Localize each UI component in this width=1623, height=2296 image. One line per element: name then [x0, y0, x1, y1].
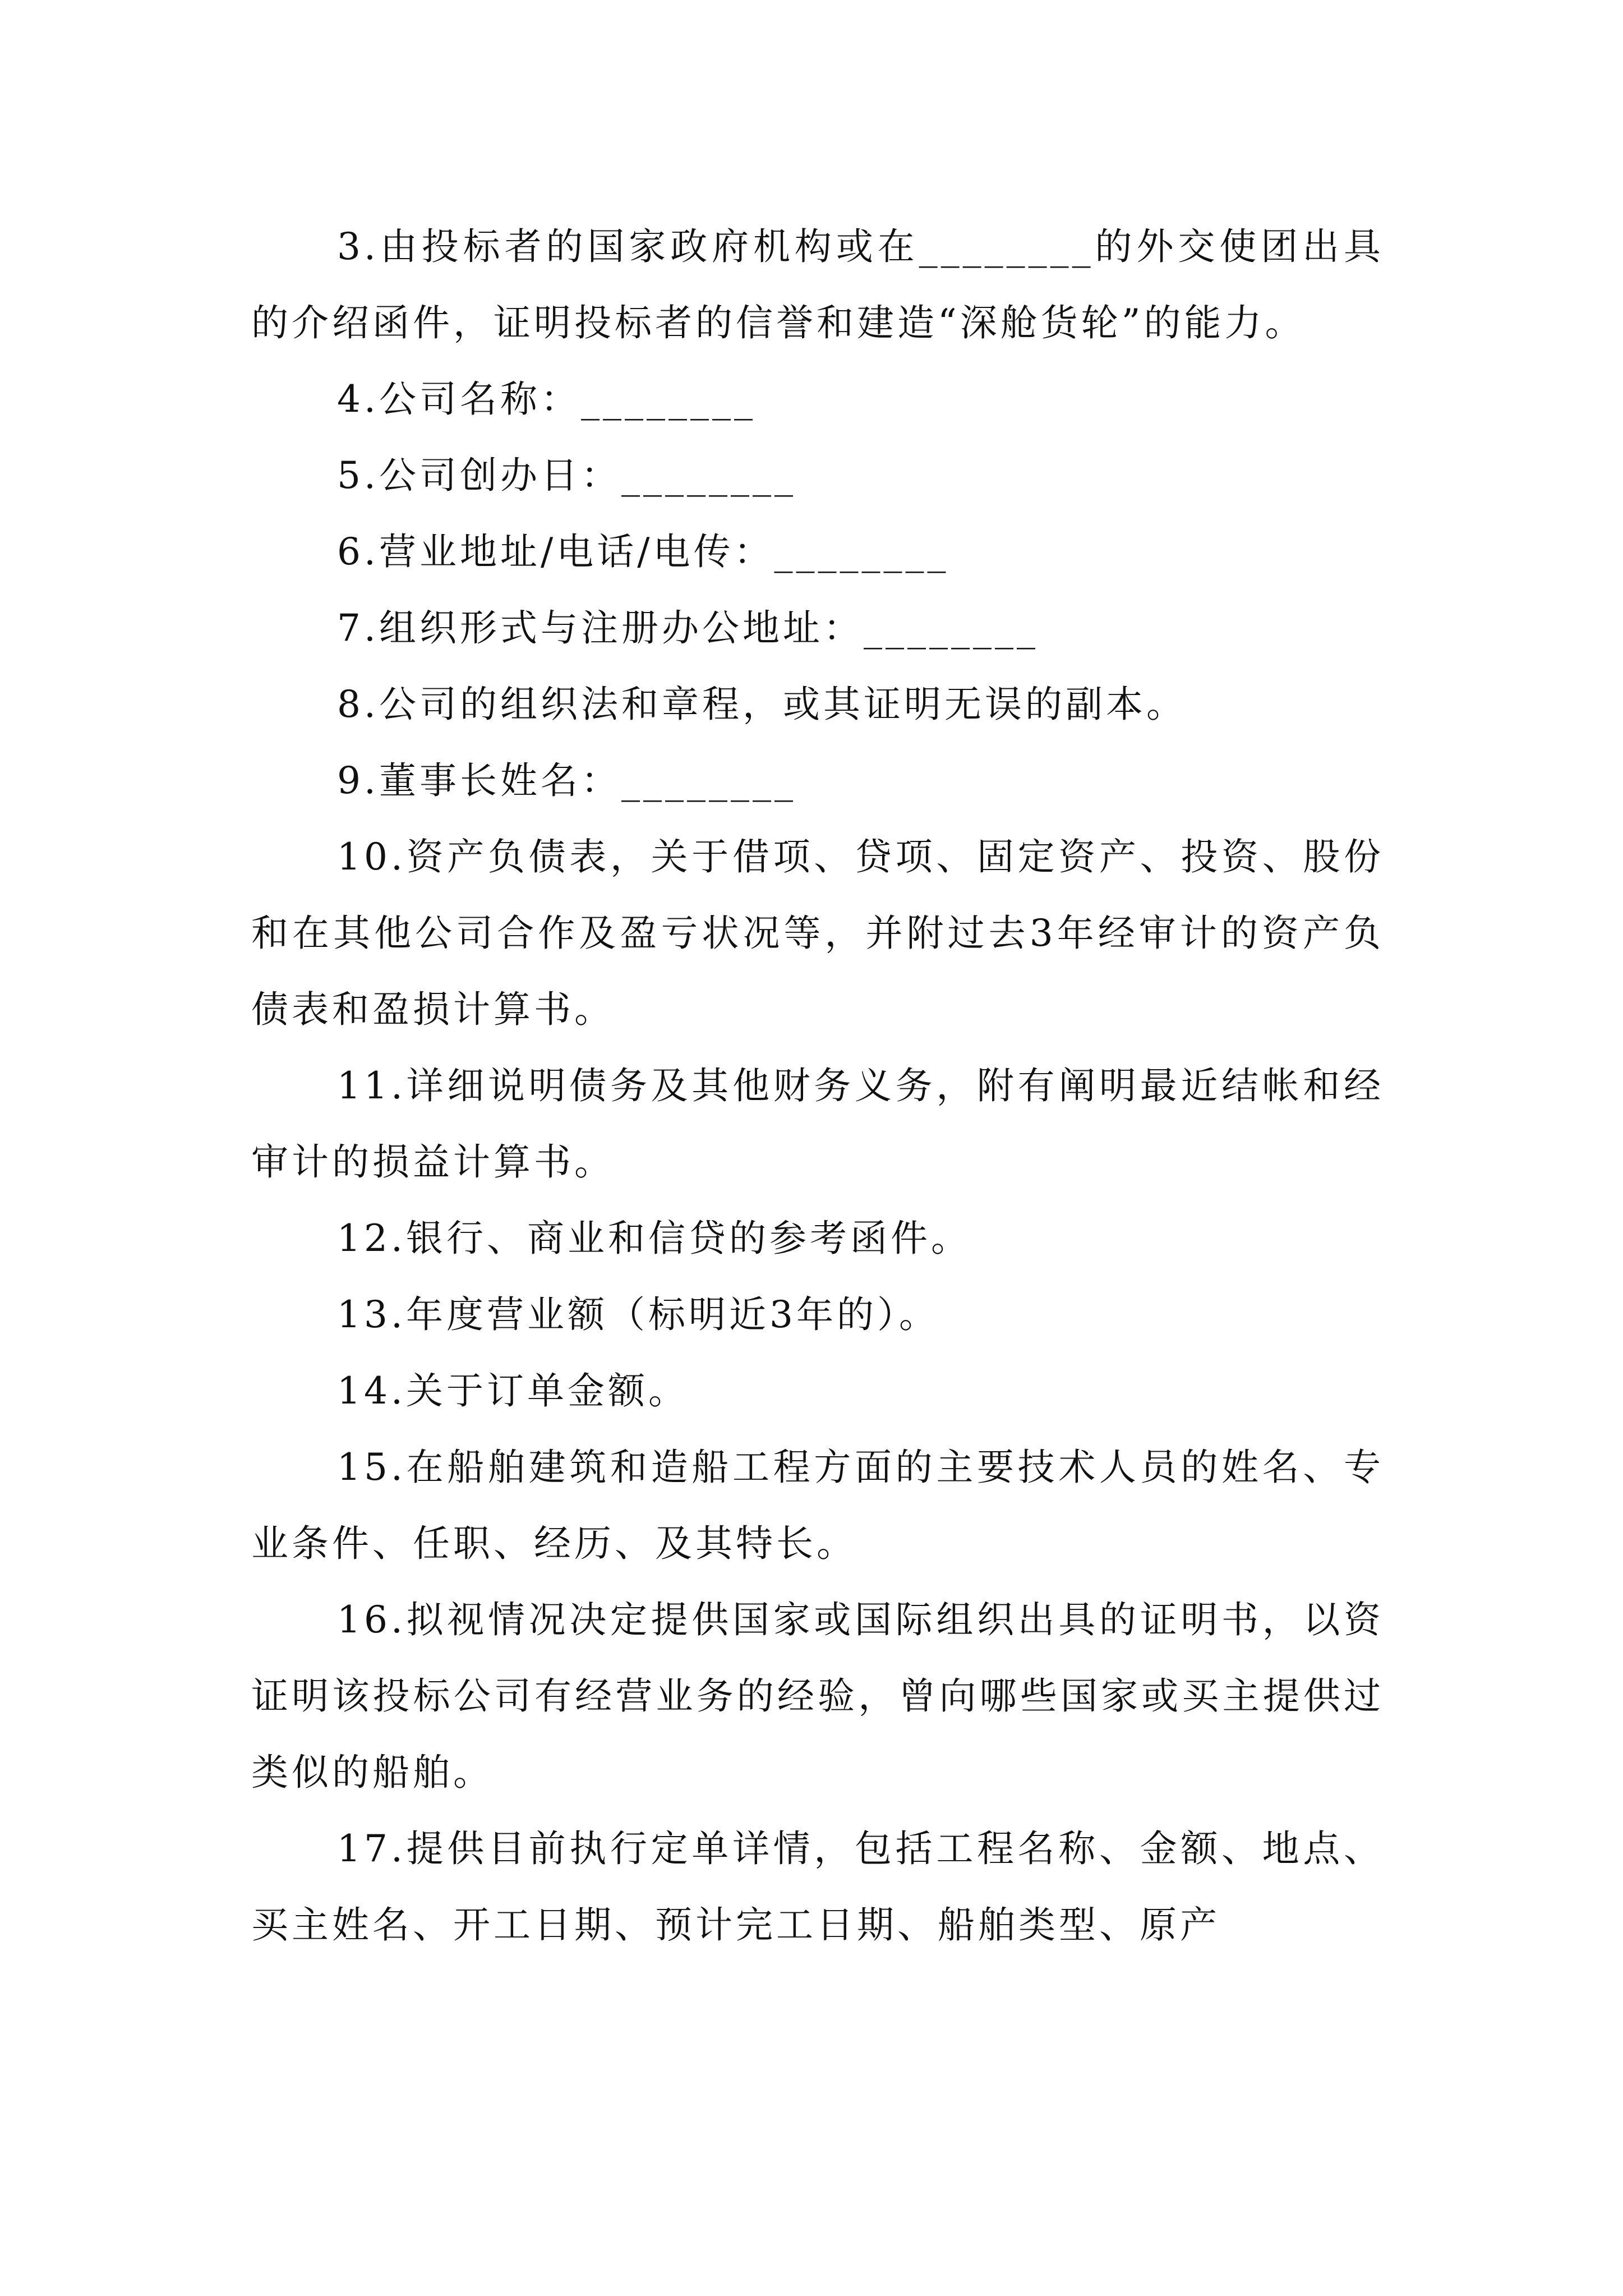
- paragraph-item-14: 14.关于订单金额。: [337, 1369, 689, 1412]
- document-body: [251, 209, 1384, 1963]
- paragraph-item-11: 11.详细说明债务及其他财务义务，附有阐明最近结帐和经审计的损益计算书。: [251, 1064, 1384, 1184]
- paragraph-item-16: 16.拟视情况决定提供国家或国际组织出具的证明书，以资证明该投标公司有经营业务的经验，曾向哪些国家或买主提供过类似的船舶。: [251, 1598, 1384, 1794]
- paragraph-item-7: 7.组织形式与注册办公地址：________: [337, 606, 1039, 650]
- paragraph-item-6: 6.营业地址/电话/电传：________: [337, 530, 949, 573]
- paragraph-item-3: 3.由投标者的国家政府机构或在________的外交使团出具的介绍函件，证明投标者的信誉和建造“深舱货轮”的能力。: [251, 225, 1384, 344]
- paragraph-item-10: 10.资产负债表，关于借项、贷项、固定资产、投资、股份和在其他公司合作及盈亏状况等，并附过去3年经审计的资产负债表和盈损计算书。: [251, 835, 1384, 1031]
- paragraph-item-15: 15.在船舶建筑和造船工程方面的主要技术人员的姓名、专业条件、任职、经历、及其特长。: [251, 1446, 1384, 1565]
- paragraph-item-9: 9.董事长姓名：________: [337, 759, 796, 802]
- paragraph-item-8: 8.公司的组织法和章程，或其证明无误的副本。: [337, 683, 1187, 726]
- paragraph-item-17: 17.提供目前执行定单详情，包括工程名称、金额、地点、买主姓名、开工日期、预计完工日期、船舶类型、原产: [251, 1827, 1384, 1947]
- paragraph-item-13: 13.年度营业额（标明近3年的）。: [337, 1293, 939, 1336]
- paragraph-item-5: 5.公司创办日：________: [337, 454, 796, 497]
- paragraph-item-12: 12.银行、商业和信贷的参考函件。: [337, 1217, 971, 1260]
- paragraph-item-4: 4.公司名称：________: [337, 378, 756, 421]
